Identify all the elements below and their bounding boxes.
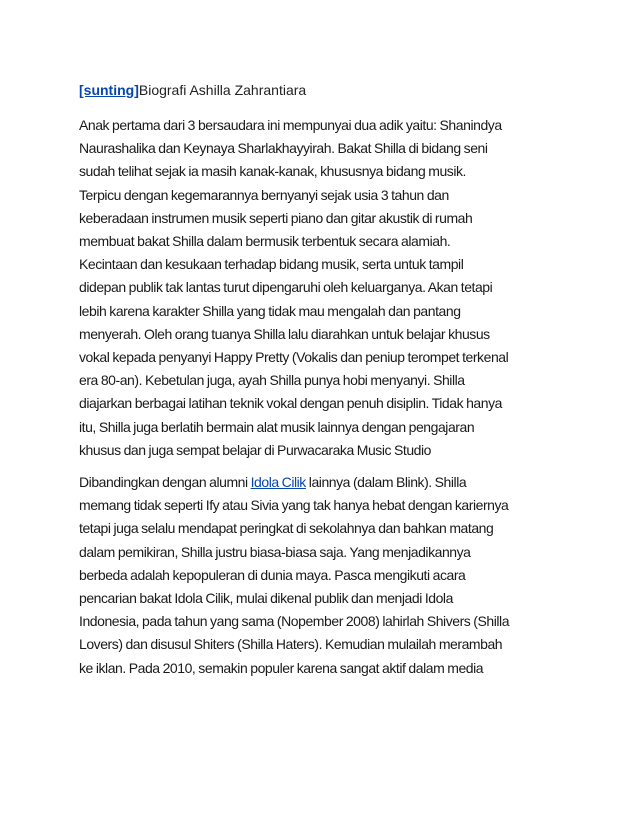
paragraph-line: tetapi juga selalu mendapat peringkat di sekolahnya dan bahkan matang <box>79 520 494 537</box>
paragraph-line: ke iklan. Pada 2010, semakin populer karena sangat aktif dalam media <box>79 659 484 676</box>
paragraph-line: keberadaan instrumen musik seperti piano dan gitar akustik di rumah <box>79 209 473 226</box>
paragraph-line: era 80-an). Kebetulan juga, ayah Shilla punya hobi menyanyi. Shilla <box>79 372 465 389</box>
document-page <box>79 80 579 689</box>
text-segment: lainnya (dalam Blink). Shilla <box>305 474 467 491</box>
text-segment: Dibandingkan dengan alumni <box>79 474 251 491</box>
paragraph-line: berbeda adalah kepopuleran di dunia maya. Pasca mengikuti acara <box>79 566 466 583</box>
paragraph-line: khusus dan juga sempat belajar di Purwacaraka Music Studio <box>79 441 431 458</box>
paragraph-line: diajarkan berbagai latihan teknik vokal dengan penuh disiplin. Tidak hanya <box>79 395 502 412</box>
paragraph-line <box>79 471 579 494</box>
paragraph-line: menyerah. Oleh orang tuanya Shilla lalu diarahkan untuk belajar khusus <box>79 325 490 342</box>
paragraph-line: didepan publik tak lantas turut dipengaruhi oleh keluarganya. Akan tetapi <box>79 279 493 296</box>
paragraph-line: Kecintaan dan kesukaan terhadap bidang musik, serta untuk tampil <box>79 256 464 273</box>
paragraph-line: vokal kepada penyanyi Happy Pretty (Vokalis dan peniup terompet terkenal <box>79 349 509 366</box>
idola-cilik-link[interactable]: Idola Cilik <box>250 474 306 491</box>
section-heading <box>79 80 579 100</box>
paragraph-2 <box>79 471 579 680</box>
paragraph-line: Naurashalika dan Keynaya Sharlakhayyirah. Bakat Shilla di bidang seni <box>79 140 488 157</box>
paragraph-line: dalam pemikiran, Shilla justru biasa-biasa saja. Yang menjadikannya <box>79 543 471 560</box>
section-title: Biografi Ashilla Zahrantiara <box>138 82 307 98</box>
paragraph-line: Anak pertama dari 3 bersaudara ini mempunyai dua adik yaitu: Shanindya <box>79 117 502 133</box>
paragraph-line: Indonesia, pada tahun yang sama (Nopember 2008) lahirlah Shivers (Shilla <box>79 613 510 630</box>
paragraph-line: lebih karena karakter Shilla yang tidak mau mengalah dan pantang <box>79 302 461 319</box>
paragraph-1 <box>79 114 579 462</box>
paragraph-line: Lovers) dan disusul Shiters (Shilla Haters). Kemudian mulailah merambah <box>79 636 503 653</box>
paragraph-line: membuat bakat Shilla dalam bermusik terbentuk secara alamiah. <box>79 233 451 250</box>
paragraph-line: sudah telihat sejak ia masih kanak-kanak, khususnya bidang musik. <box>79 163 466 180</box>
edit-link[interactable]: [sunting] <box>79 82 139 98</box>
paragraph-line: pencarian bakat Idola Cilik, mulai dikenal publik dan menjadi Idola <box>79 590 453 607</box>
paragraph-line: Terpicu dengan kegemarannya bernyanyi sejak usia 3 tahun dan <box>79 186 449 203</box>
paragraph-line: itu, Shilla juga berlatih bermain alat musik lainnya dengan pengajaran <box>79 418 475 435</box>
paragraph-line: memang tidak seperti Ify atau Sivia yang tak hanya hebat dengan kariernya <box>79 497 509 514</box>
